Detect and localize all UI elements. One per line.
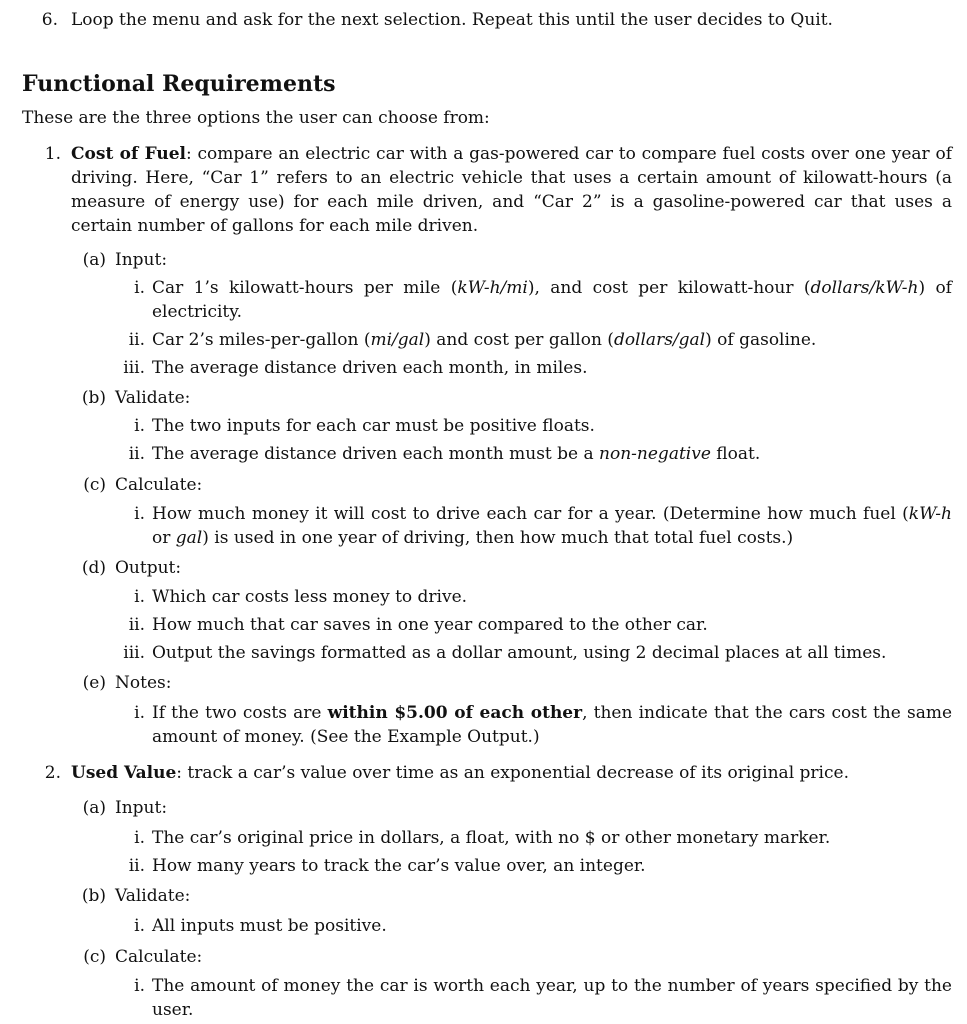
option-1-number: 1. [44,144,61,164]
option-1-c-i-number: i. [134,504,145,524]
intro-text: These are the three options the user can choose from: [22,108,490,128]
option-2-c-title: Calculate: [115,947,203,967]
option-1-c-label: (c) [83,475,106,495]
option-1-a-iii-number: iii. [123,358,145,378]
option-2-b-i-number: i. [134,916,145,936]
option-2-b-i-text: All inputs must be positive. [152,916,387,936]
option-1-a-title: Input: [115,250,168,270]
step-6-number: 6. [41,10,58,30]
option-1-b-ii-text: The average distance driven each month must be a non-negative float. [152,444,761,464]
section-heading: Functional Requirements [22,71,336,97]
option-2-a-ii-text: How many years to track the car’s value over, an integer. [152,856,646,876]
option-1-d-iii-text: Output the savings formatted as a dollar amount, using 2 decimal places at all times. [152,643,887,663]
option-1-a-iii-text: The average distance driven each month, in miles. [152,358,588,378]
option-1-b-title: Validate: [115,388,191,408]
option-1-a-i-number: i. [134,278,145,298]
option-1-a-ii-number: ii. [128,330,145,350]
option-1-c-i-text: How much money it will cost to drive each car for a year. (Determine how much fuel (kW-h or gal) is used in one year of driving, then how much that total fuel costs.) [152,504,952,548]
option-1-d-ii-number: ii. [128,615,145,635]
option-2-a-label: (a) [82,798,106,818]
option-1-d-i-text: Which car costs less money to drive. [152,587,468,607]
option-1-b-i-text: The two inputs for each car must be positive floats. [152,416,595,436]
option-2-a-title: Input: [115,798,168,818]
option-1-e-title: Notes: [115,673,172,693]
option-1-a-label: (a) [82,250,106,270]
option-2-b-label: (b) [81,886,106,906]
option-2-c-label: (c) [83,947,106,967]
option-1-e-i-number: i. [134,703,145,723]
option-1-d-ii-text: How much that car saves in one year compared to the other car. [152,615,708,635]
option-2-a-ii-number: ii. [128,856,145,876]
option-1-b-ii-number: ii. [128,444,145,464]
option-1-d-i-number: i. [134,587,145,607]
option-1-a-i-text: Car 1’s kilowatt-hours per mile (kW-h/mi), and cost per kilowatt-hour (dollars/kW-h) of electricity. [152,278,952,322]
option-1-b-i-number: i. [134,416,145,436]
option-1-e-i-text: If the two costs are within $5.00 of each other, then indicate that the cars cost the same amount of money. (See the Example Output.) [152,703,953,747]
option-2-description: Used Value: track a car’s value over time as an exponential decrease of its original price. [71,763,849,783]
option-2-c-i-text: The amount of money the car is worth each year, up to the number of years specified by the user. [152,976,952,1020]
option-1-b-label: (b) [81,388,106,408]
option-1-d-title: Output: [115,558,182,578]
option-1-title: Cost of Fuel [71,144,186,164]
option-1-d-label: (d) [81,558,106,578]
option-1-e-label: (e) [82,673,106,693]
option-1-d-iii-number: iii. [123,643,145,663]
option-2-a-i-text: The car’s original price in dollars, a float, with no $ or other monetary marker. [152,828,831,848]
option-1-c-title: Calculate: [115,475,203,495]
option-2-b-title: Validate: [115,886,191,906]
option-2-a-i-number: i. [134,828,145,848]
option-2-title: Used Value [71,763,177,783]
option-2-c-i-number: i. [134,976,145,996]
option-1-a-ii-text: Car 2’s miles-per-gallon (mi/gal) and cost per gallon (dollars/gal) of gasoline. [152,330,817,350]
option-1-description: Cost of Fuel: compare an electric car with a gas-powered car to compare fuel costs over one year of driving. Here, “Car 1” refers to an electric vehicle that uses a certain amount of kilowatt-hours (a measure of energy use) for each mile driven, and “Car 2” is a gasoline-powered car that uses a certain number of gallons for each mile driven. [71,144,953,236]
step-6-text: Loop the menu and ask for the next selection. Repeat this until the user decides to Quit. [71,10,833,30]
option-2-number: 2. [44,763,61,783]
